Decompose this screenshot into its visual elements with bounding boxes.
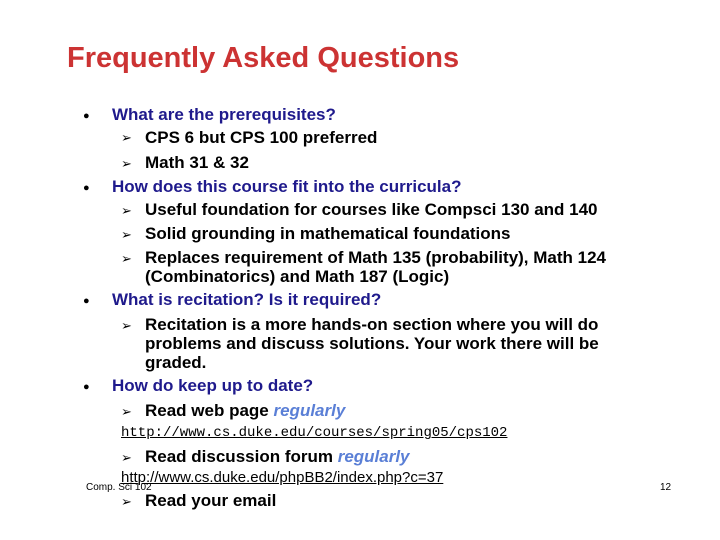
question-3: What is recitation? Is it required?	[112, 290, 382, 309]
answer-4-1-text: Read web page	[145, 401, 274, 420]
question-2: How does this course fit into the curricula?	[112, 177, 462, 196]
answer-1-1: CPS 6 but CPS 100 preferred	[145, 128, 378, 147]
answer-3-1-cont2: graded.	[145, 353, 207, 372]
arrow-bullet-icon: ➢	[121, 404, 132, 419]
question-1: What are the prerequisites?	[112, 105, 336, 124]
answer-4-1	[145, 401, 345, 421]
arrow-bullet-icon: ➢	[121, 156, 132, 171]
bullet-icon: ●	[83, 295, 90, 307]
answer-2-3-cont: (Combinatorics) and Math 187 (Logic)	[145, 267, 450, 286]
page-number: 12	[660, 482, 672, 493]
answer-4-2	[145, 447, 410, 467]
arrow-bullet-icon: ➢	[121, 227, 132, 242]
answer-4-3: Read your email	[145, 491, 277, 510]
slide-title: Frequently Asked Questions	[67, 42, 460, 74]
answer-3-1: Recitation is a more hands-on section where you will do	[145, 315, 599, 334]
arrow-bullet-icon: ➢	[121, 130, 132, 145]
answer-2-3: Replaces requirement of Math 135 (probability), Math 124	[145, 248, 607, 267]
emphasis-regularly: regularly	[337, 447, 410, 466]
arrow-bullet-icon: ➢	[121, 318, 132, 333]
bullet-icon: ●	[83, 110, 90, 122]
arrow-bullet-icon: ➢	[121, 450, 132, 465]
answer-3-1-cont: problems and discuss solutions. Your work there will be	[145, 334, 599, 353]
answer-2-1: Useful foundation for courses like Compsci 130 and 140	[145, 200, 598, 219]
answer-4-2-text: Read discussion forum	[145, 447, 338, 466]
answer-2-2: Solid grounding in mathematical foundations	[145, 224, 511, 243]
answer-1-2: Math 31 & 32	[145, 153, 249, 172]
arrow-bullet-icon: ➢	[121, 494, 132, 509]
bullet-icon: ●	[83, 381, 90, 393]
arrow-bullet-icon: ➢	[121, 251, 132, 266]
question-4: How do keep up to date?	[112, 376, 314, 395]
bullet-icon: ●	[83, 182, 90, 194]
discussion-forum-link[interactable]: http://www.cs.duke.edu/phpBB2/index.php?c=37	[121, 469, 444, 486]
emphasis-regularly: regularly	[273, 401, 346, 420]
course-webpage-link[interactable]: http://www.cs.duke.edu/courses/spring05/cps102	[121, 425, 508, 441]
footer-course: Comp. Sci 102	[86, 482, 152, 493]
arrow-bullet-icon: ➢	[121, 203, 132, 218]
